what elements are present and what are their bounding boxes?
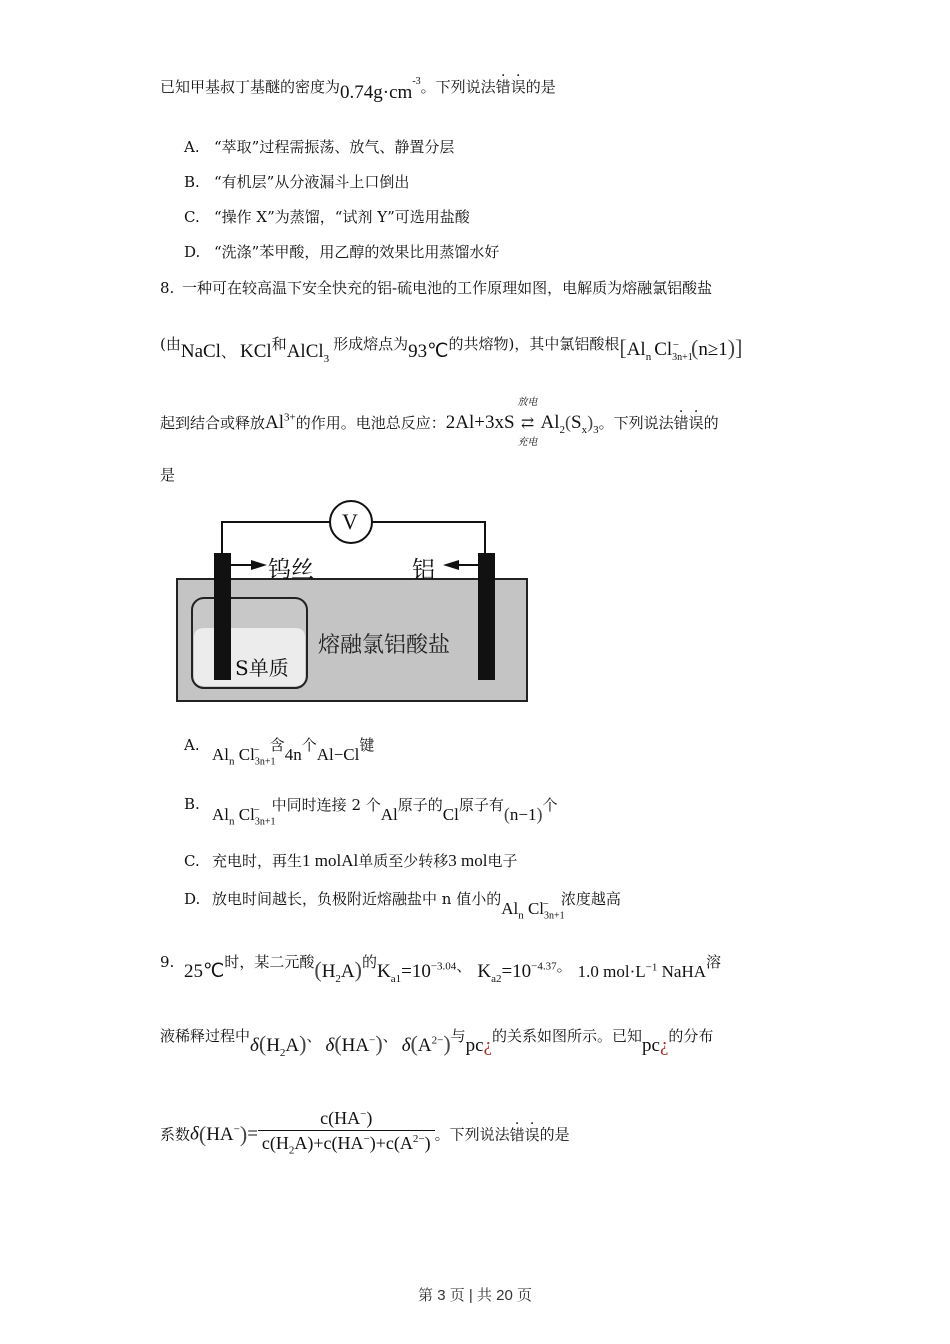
distribution-fraction: $\frac{c(HA^-)}{c(H_2A)+c(HA^-)+c(A^{2-})}$ [258, 1108, 435, 1153]
q7-option-b: B. “有机层”从分液漏斗上口倒出 [184, 173, 410, 191]
q8-option-c: C. 充电时，再生1 molAl单质至少转移3 mol电子 [184, 851, 518, 870]
reversible-arrow-icon: 放电 ⇄ 充电 [517, 397, 538, 448]
q9-line3: 系数δ(HA−)= $\frac{c(HA^-)}{c(H_2A)+c(HA^-)+c(A^{2-})}$ 。下列说法错误的是 [160, 1108, 570, 1157]
emphasis-error: 错误 [495, 78, 526, 96]
density-value: $0.74g\cdot cm^{-3}$ [340, 76, 421, 103]
emphasis-error: 错误 [509, 1125, 540, 1144]
q8-line3: 起到结合或释放$Al^{3+}$的作用。电池总反应：2Al+3xS 放电 ⇄ 充电 $Al_2(S_x)_3$。下列说法错误的 [160, 397, 719, 448]
aluminum-label: 铝 [412, 557, 435, 583]
q7-option-c: C. “操作 X”为蒸馏，“试剂 Y”可选用盐酸 [184, 208, 470, 226]
intro-end: 的是 [525, 78, 556, 96]
intro-line [160, 76, 556, 103]
q7-option-d: D. “洗涤”苯甲酸，用乙醇的效果比用蒸馏水好 [184, 243, 500, 261]
intro-tail: 。下列说法 [420, 78, 496, 96]
question-number: 8. [160, 279, 175, 297]
q8-option-d: D. 放电时间越长，负极附近熔融盐中 n 值小的$Al_n$ $Cl_{3n+1}^-$ 浓度越高 [184, 890, 621, 922]
q8-line4: 是 [160, 466, 176, 484]
q8-line1: 8. 一种可在较高温下安全快充的铝-硫电池的工作原理如图，电解质为熔融氯铝酸盐 [160, 279, 713, 297]
tungsten-wire-label: 钨丝 [268, 557, 314, 583]
page-footer: 第 3 页 | 共 20 页 [418, 1287, 532, 1304]
sulfur-label: S单质 [235, 656, 289, 680]
q8-option-a: A. $Al_n$ $Cl_{3n+1}^-$ 含4n个Al−Cl键 [184, 736, 375, 768]
emphasis-error: 错误 [673, 414, 704, 432]
q9-line2: 液稀释过程中$\delta(H_2A)$、 δ(HA−)、 $\delta(A^{2-})$与pc¿的关系如图所示。已知pc¿的分布 [160, 1027, 714, 1059]
q9-line1: 9. 25℃时，某二元酸$(H_2A)$的$K_{a1}=10^{-3.04}$、 $K_{a2}=10^{-4.37}$。 1.0 $mol\cdot L^{-1}$ NaHA溶 [160, 953, 722, 985]
q8-option-b: $B.Al_n$ $Cl_{3n+1}^-$ 中同时连接 2 个Al原子的Cl原子有(n−1)个 [184, 795, 558, 828]
electrolyte-label: 熔融氯铝酸盐 [318, 633, 451, 658]
q8-line2: (由NaCl、 KCl和AlCl$_3$形成熔点为93℃的共熔物)，其中氯铝酸根[$Al_n$ $Cl_{3n+1}^-$ (n≥1)] [160, 335, 743, 365]
battery-diagram [175, 497, 530, 707]
voltmeter-label: V [342, 509, 358, 534]
intro-text: 已知甲基叔丁基醚的密度为 [160, 78, 341, 96]
q7-option-a: A. “萃取”过程需振荡、放气、静置分层 [184, 138, 455, 156]
